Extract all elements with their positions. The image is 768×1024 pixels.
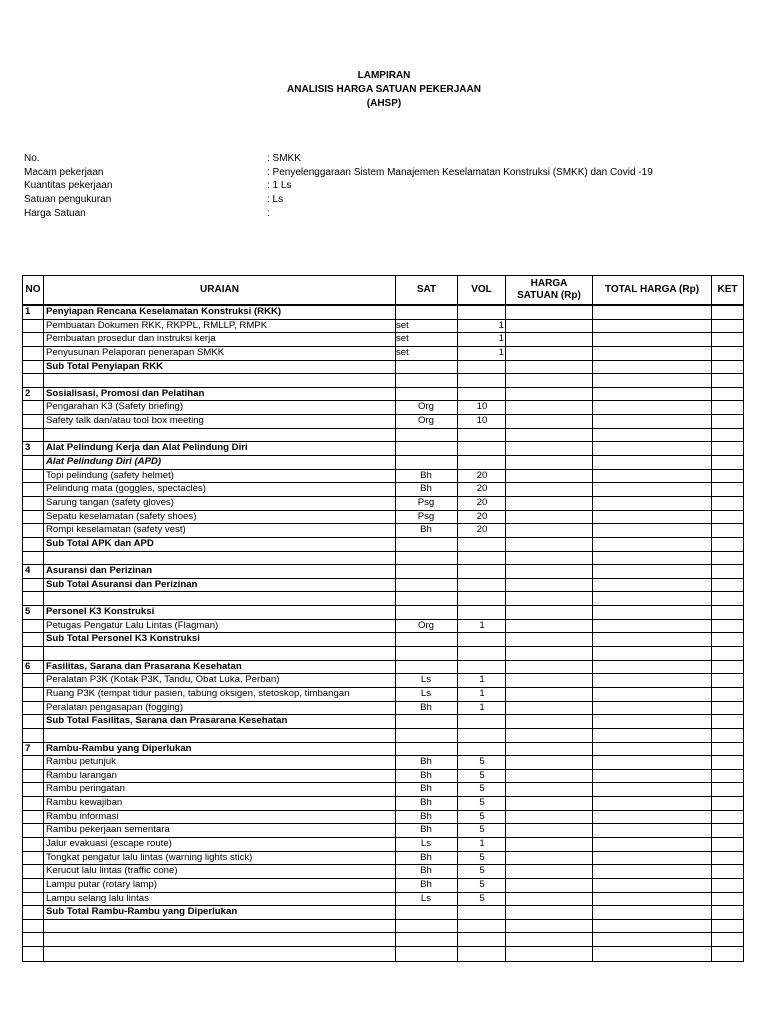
cell-no	[25, 497, 43, 510]
cell-no	[25, 524, 43, 537]
cell-uraian: Tongkat pengatur lalu lintas (warning lights stick)	[46, 851, 253, 863]
cell-uraian: Asuransi dan Perizinan	[46, 565, 153, 577]
table-header	[23, 276, 743, 306]
table-row	[23, 783, 743, 797]
cell-vol: 5	[479, 851, 485, 863]
cell-no	[25, 920, 43, 933]
cell-no: 2	[25, 387, 31, 399]
cell-no	[25, 783, 43, 796]
cell-sat	[396, 947, 456, 961]
cell-sat: Bh	[420, 783, 432, 795]
info-value-macam-pekerjaan: : Penyelenggaraan Sistem Manajemen Keselamatan Konstruksi (SMKK) dan Covid -19	[267, 167, 653, 178]
cell-vol: 5	[479, 756, 485, 768]
cell-vol	[460, 906, 504, 919]
cell-no: 6	[25, 660, 31, 672]
cell-no	[25, 470, 43, 483]
cell-sat	[396, 374, 456, 387]
cell-no	[25, 579, 43, 592]
header-total-harga: TOTAL HARGA (Rp)	[604, 284, 700, 295]
table-row	[23, 688, 743, 702]
table-row	[23, 865, 743, 879]
table-row	[23, 743, 743, 757]
table-row	[23, 483, 743, 497]
table-row	[23, 524, 743, 538]
table-row	[23, 838, 743, 852]
cell-uraian: Peralatan P3K (Kotak P3K, Tandu, Obat Luka, Perban)	[46, 674, 280, 686]
cell-uraian: Sub Total Rambu-Rambu yang Diperlukan	[46, 906, 238, 918]
cell-uraian: Rambu peringatan	[46, 783, 125, 795]
table-row	[23, 947, 743, 961]
header-ket: KET	[717, 284, 738, 295]
cell-sat: set	[396, 346, 409, 358]
cell-vol	[460, 579, 504, 592]
info-value-kuantitas: : 1 Ls	[267, 180, 292, 191]
cell-uraian	[46, 933, 394, 946]
cell-vol: 1	[479, 674, 485, 686]
title-ahsp: (AHSP)	[366, 98, 402, 109]
cell-uraian: Rambu informasi	[46, 810, 119, 822]
cell-sat: Org	[418, 401, 434, 413]
header-uraian: URAIAN	[200, 284, 239, 295]
table-row	[23, 633, 743, 647]
cell-vol	[460, 538, 504, 551]
header-no: NO	[25, 284, 41, 295]
cell-uraian: Safety talk dan/atau tool box meeting	[46, 415, 204, 427]
cell-vol	[460, 920, 504, 933]
cell-no: 5	[25, 606, 31, 618]
cell-sat: Psg	[417, 496, 435, 508]
cell-sat: Org	[418, 415, 434, 427]
table-row	[23, 333, 743, 347]
cell-no	[25, 347, 43, 360]
cell-vol: 10	[476, 415, 488, 427]
table-row	[23, 770, 743, 784]
cell-sat: Bh	[420, 769, 432, 781]
cell-sat	[396, 361, 456, 374]
cell-sat	[396, 442, 456, 455]
column-divider	[592, 276, 593, 961]
cell-no	[25, 333, 43, 346]
cell-vol: 5	[479, 797, 485, 809]
column-divider	[505, 276, 506, 961]
cell-sat	[396, 920, 456, 933]
table-row	[23, 538, 743, 552]
cell-vol	[460, 592, 504, 605]
table-row	[23, 606, 743, 620]
info-label-kuantitas: Kuantitas pekerjaan	[24, 180, 113, 191]
cell-no	[25, 483, 43, 496]
cell-no: 4	[25, 565, 31, 577]
table-row	[23, 401, 743, 415]
cell-uraian: Peralatan pengasapan (fogging)	[46, 701, 184, 713]
ahsp-table	[22, 275, 744, 962]
cell-uraian: Personel K3 Konstruksi	[46, 606, 155, 618]
cell-no	[25, 947, 43, 961]
cell-sat	[396, 538, 456, 551]
cell-no	[25, 702, 43, 715]
cell-vol: 20	[476, 496, 488, 508]
cell-sat	[396, 592, 456, 605]
cell-no	[25, 633, 43, 646]
cell-no	[25, 674, 43, 687]
cell-vol: 5	[479, 865, 485, 877]
table-row	[23, 620, 743, 634]
cell-no	[25, 893, 43, 906]
cell-uraian: Rambu larangan	[46, 769, 117, 781]
table-row	[23, 647, 743, 661]
cell-no: 3	[25, 442, 31, 454]
cell-vol: 1	[479, 687, 485, 699]
cell-vol	[460, 429, 504, 442]
cell-no	[25, 756, 43, 769]
cell-no	[25, 879, 43, 892]
table-row	[23, 552, 743, 566]
cell-vol	[460, 743, 504, 756]
cell-vol	[460, 633, 504, 646]
header-harga-line2: SATUAN (Rp)	[517, 290, 581, 301]
cell-sat: Bh	[420, 524, 432, 536]
cell-uraian: Sub Total Asuransi dan Perizinan	[46, 578, 198, 590]
cell-uraian: Sepatu keselamatan (safety shoes)	[46, 510, 197, 522]
header-harga-line1: HARGA	[530, 278, 568, 289]
cell-uraian: Pengarahan K3 (Safety briefing)	[46, 401, 184, 413]
cell-uraian: Sub Total APK dan APD	[46, 537, 154, 549]
cell-vol: 10	[476, 401, 488, 413]
cell-no	[25, 361, 43, 374]
table-row	[23, 429, 743, 443]
cell-vol: 1	[479, 619, 485, 631]
cell-uraian: Sosialisasi, Promosi dan Pelatihan	[46, 387, 205, 399]
table-row	[23, 715, 743, 729]
cell-no	[25, 415, 43, 428]
table-row	[23, 442, 743, 456]
cell-sat	[396, 715, 456, 728]
cell-no	[25, 511, 43, 524]
cell-uraian: Petugas Pengatur Lalu Lintas (Flagman)	[46, 619, 219, 631]
cell-uraian: Pembuatan Dokumen RKK, RKPPL, RMLLP, RMPK	[46, 319, 268, 331]
cell-uraian: Rambu kewajiban	[46, 797, 123, 809]
cell-vol	[460, 306, 504, 319]
table-row	[23, 674, 743, 688]
cell-sat	[396, 388, 456, 401]
table-row	[23, 497, 743, 511]
cell-sat	[396, 456, 456, 469]
cell-uraian: Rambu-Rambu yang Diperlukan	[46, 742, 192, 754]
cell-uraian: Pelindung mata (goggles, spectacles)	[46, 483, 206, 495]
cell-sat: Bh	[420, 701, 432, 713]
table-row	[23, 852, 743, 866]
table-row	[23, 702, 743, 716]
cell-vol: 5	[479, 824, 485, 836]
table-row	[23, 729, 743, 743]
cell-vol: 20	[476, 469, 488, 481]
cell-uraian: Ruang P3K (tempat tidur pasien, tabung oksigen, stetoskop, timbangan	[46, 687, 350, 699]
cell-no	[25, 401, 43, 414]
cell-no	[25, 838, 43, 851]
cell-no	[25, 374, 43, 387]
cell-vol: 5	[479, 810, 485, 822]
cell-uraian	[46, 920, 394, 933]
cell-uraian: Penyusunan Pelaporan penerapan SMKK	[46, 346, 225, 358]
cell-vol: 1	[498, 319, 504, 331]
table-row	[23, 511, 743, 525]
cell-no	[25, 811, 43, 824]
cell-vol: 5	[479, 892, 485, 904]
column-divider	[711, 276, 712, 961]
cell-uraian	[46, 647, 394, 660]
cell-no	[25, 933, 43, 946]
cell-vol	[460, 374, 504, 387]
cell-sat: Ls	[420, 892, 432, 904]
table-row	[23, 320, 743, 334]
cell-sat	[396, 906, 456, 919]
table-row	[23, 797, 743, 811]
cell-vol	[460, 552, 504, 565]
cell-no	[25, 729, 43, 742]
cell-vol	[460, 361, 504, 374]
cell-uraian: Lampu putar (rotary lamp)	[46, 878, 157, 890]
info-value-satuan: : Ls	[267, 194, 284, 205]
cell-uraian	[46, 552, 394, 565]
cell-uraian: Sub Total Fasilitas, Sarana dan Prasarana Kesehatan	[46, 715, 288, 727]
cell-no	[25, 552, 43, 565]
table-row	[23, 906, 743, 920]
cell-no	[25, 320, 43, 333]
cell-vol	[460, 442, 504, 455]
cell-no	[25, 456, 43, 469]
cell-no	[25, 852, 43, 865]
cell-no	[25, 824, 43, 837]
cell-sat	[396, 565, 456, 578]
info-value-harga-satuan: :	[267, 208, 270, 219]
cell-vol: 5	[479, 769, 485, 781]
header-sat: SAT	[416, 284, 437, 295]
cell-uraian: Jalur evakuasi (escape route)	[46, 837, 172, 849]
table-row	[23, 920, 743, 934]
cell-vol: 20	[476, 510, 488, 522]
cell-sat	[396, 633, 456, 646]
header-vol: VOL	[471, 284, 492, 295]
table-row	[23, 361, 743, 375]
cell-sat: Psg	[417, 510, 435, 522]
cell-uraian	[46, 592, 394, 605]
info-label-macam-pekerjaan: Macam pekerjaan	[24, 167, 104, 178]
cell-vol	[460, 661, 504, 674]
cell-uraian	[46, 947, 394, 961]
cell-sat: Ls	[420, 837, 432, 849]
table-row	[23, 579, 743, 593]
header-harga-satuan	[506, 276, 592, 304]
cell-sat	[396, 647, 456, 660]
table-row	[23, 893, 743, 907]
cell-sat: Ls	[420, 687, 432, 699]
table-row	[23, 933, 743, 947]
table-row	[23, 374, 743, 388]
cell-uraian: Sub Total Personel K3 Konstruksi	[46, 633, 200, 645]
table-row	[23, 415, 743, 429]
cell-vol	[460, 647, 504, 660]
table-row	[23, 879, 743, 893]
cell-vol	[460, 947, 504, 961]
cell-sat: Bh	[420, 878, 432, 890]
table-row	[23, 565, 743, 579]
cell-vol: 1	[479, 701, 485, 713]
cell-vol	[460, 565, 504, 578]
cell-sat: set	[396, 333, 409, 345]
cell-uraian: Sub Total Penyiapan RKK	[46, 360, 164, 372]
cell-uraian: Rambu pekerjaan sementara	[46, 824, 170, 836]
cell-uraian: Rompi keselamatan (safety vest)	[46, 524, 186, 536]
cell-sat: Org	[418, 619, 434, 631]
cell-uraian: Lampu selang lalu lintas	[46, 892, 149, 904]
cell-sat	[396, 729, 456, 742]
cell-no	[25, 538, 43, 551]
cell-vol: 20	[476, 483, 488, 495]
cell-no	[25, 770, 43, 783]
cell-uraian: Penyiapan Rencana Keselamatan Konstruksi (RKK)	[46, 306, 282, 317]
cell-vol	[460, 606, 504, 619]
table-row	[23, 347, 743, 361]
cell-vol: 1	[498, 346, 504, 358]
cell-sat: Bh	[420, 851, 432, 863]
cell-sat: Bh	[420, 824, 432, 836]
cell-uraian: Kerucut lalu lintas (traffic cone)	[46, 865, 178, 877]
column-divider	[43, 276, 44, 961]
info-label-harga-satuan: Harga Satuan	[24, 208, 86, 219]
cell-sat	[396, 933, 456, 946]
cell-sat: Bh	[420, 469, 432, 481]
cell-uraian	[46, 429, 394, 442]
cell-vol: 5	[479, 783, 485, 795]
cell-no: 1	[25, 306, 31, 317]
cell-no	[25, 688, 43, 701]
table-body	[23, 306, 743, 961]
cell-sat: Bh	[420, 483, 432, 495]
table-row	[23, 470, 743, 484]
cell-vol	[460, 729, 504, 742]
cell-no	[25, 906, 43, 919]
cell-sat	[396, 552, 456, 565]
cell-uraian: Alat Pelindung Diri (APD)	[46, 456, 162, 468]
cell-uraian: Alat Pelindung Kerja dan Alat Pelindung Diri	[46, 442, 248, 454]
cell-uraian: Fasilitas, Sarana dan Prasarana Kesehatan	[46, 660, 242, 672]
table-row	[23, 388, 743, 402]
cell-vol: 5	[479, 878, 485, 890]
cell-sat: Bh	[420, 797, 432, 809]
table-row	[23, 661, 743, 675]
cell-vol: 1	[498, 333, 504, 345]
table-row	[23, 811, 743, 825]
cell-uraian: Topi pelindung (safety helmet)	[46, 469, 174, 481]
cell-sat	[396, 429, 456, 442]
title-analisis: ANALISIS HARGA SATUAN PEKERJAAN	[287, 84, 481, 95]
info-label-satuan: Satuan pengukuran	[24, 194, 112, 205]
column-divider	[395, 276, 396, 961]
cell-sat	[396, 579, 456, 592]
cell-no: 7	[25, 742, 31, 754]
cell-no	[25, 715, 43, 728]
cell-no	[25, 865, 43, 878]
table-row	[23, 456, 743, 470]
cell-sat: Ls	[420, 674, 432, 686]
info-value-no: : SMKK	[267, 153, 301, 164]
cell-sat	[396, 606, 456, 619]
cell-sat: set	[396, 319, 409, 331]
column-divider	[457, 276, 458, 961]
cell-sat	[396, 306, 456, 319]
cell-uraian	[46, 374, 394, 387]
title-lampiran: LAMPIRAN	[357, 70, 411, 81]
cell-sat: Bh	[420, 756, 432, 768]
cell-no	[25, 592, 43, 605]
cell-uraian: Sarung tangan (safety gloves)	[46, 496, 174, 508]
cell-no	[25, 429, 43, 442]
table-row	[23, 756, 743, 770]
cell-no	[25, 620, 43, 633]
cell-vol	[460, 933, 504, 946]
cell-vol: 20	[476, 524, 488, 536]
table-row	[23, 824, 743, 838]
cell-uraian	[46, 729, 394, 742]
cell-vol: 1	[479, 837, 485, 849]
cell-vol	[460, 388, 504, 401]
cell-uraian: Pembuatan prosedur dan instruksi kerja	[46, 333, 216, 345]
cell-no	[25, 797, 43, 810]
cell-sat: Bh	[420, 810, 432, 822]
table-row	[23, 306, 743, 320]
cell-vol	[460, 456, 504, 469]
cell-vol	[460, 715, 504, 728]
info-label-no: No.	[24, 153, 40, 164]
table-row	[23, 592, 743, 606]
cell-uraian: Rambu petunjuk	[46, 756, 116, 768]
cell-sat: Bh	[420, 865, 432, 877]
cell-sat	[396, 743, 456, 756]
cell-no	[25, 647, 43, 660]
cell-sat	[396, 661, 456, 674]
